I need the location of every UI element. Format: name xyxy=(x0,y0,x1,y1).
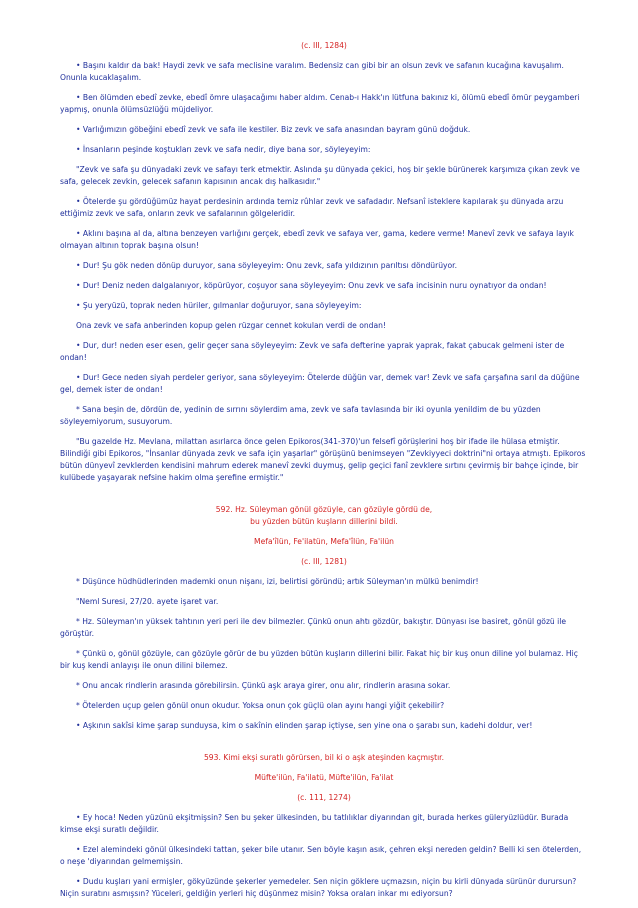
section2-title xyxy=(60,504,588,528)
paragraph: • Aklını başına al da, altına benzeyen varlığını gerçek, ebedî zevk ve safaya ver, gama, kedere verme! Manevî zevk ve safaya layık olmayan altının toprak başına olsun! xyxy=(60,229,574,250)
paragraph: * Sana beşin de, dördün de, yedinin de sırrını söylerdim ama, zevk ve safa tavlasında bir iki oyunla yenildim de bu yüzden söyleyemiyorum, susuyorum. xyxy=(60,405,541,426)
section2-meter: Mefa'îlün, Fe'ilatün, Mefa'îlün, Fa'ilün xyxy=(254,537,394,546)
section3-reference: (c. 111, 1274) xyxy=(297,793,351,802)
paragraph: • Ey hoca! Neden yüzünü ekşitmişsin? Sen bu şeker ülkesinden, bu tatlılıklar diyarından git, burada herkes güleryüzlüdür. Burada kimse ekşi suratlı değildir. xyxy=(60,813,569,834)
paragraph: • Dur, dur! neden eser esen, gelir geçer sana söyleyeyim: Zevk ve safa defterine yaprak yaprak, fakat çabucak gelmeni ister de ondan! xyxy=(60,341,565,362)
paragraph: • Dur! Gece neden siyah perdeler geriyor, sana söyleyeyim: Ötelerde düğün var, demek var! Zevk ve safa çarşafına sarıl da düğüne gel, demek ister de ondan! xyxy=(60,373,580,394)
paragraph: • Ötelerde şu gördüğümüz hayat perdesinin ardında temiz rûhlar zevk ve safadadır. Nefsanî isteklere kapılarak şu dünyada arzu ettiğimiz zevk ve safa, onların zevk ve safalarının gölgeleridir. xyxy=(60,197,564,218)
section1-body xyxy=(60,60,588,484)
paragraph: • Şu yeryüzü, toprak neden hüriler, gılmanlar doğuruyor, sana söyleyeyim: xyxy=(76,301,362,310)
section2-title-line1: 592. Hz. Süleyman gönül gözüyle, can gözüyle gördü de, xyxy=(215,505,433,514)
paragraph: Ona zevk ve safa anberinden kopup gelen rüzgar cennet kokulan verdi de ondan! xyxy=(76,321,387,330)
paragraph: "Zevk ve safa şu dünyadaki zevk ve safayı terk etmektir. Aslında şu dünyada çekici, hoş bir şekle bürünerek karşımıza çıkan zevk ve safa, gelecek zevkin, gelecek safanın kapısının ancak dış halkasıdır." xyxy=(60,165,580,186)
paragraph: * Onu ancak rindlerin arasında görebilirsin. Çünkü aşk araya girer, onu alır, rindlerin arasına sokar. xyxy=(76,681,451,690)
paragraph: • Dur! Deniz neden dalgalanıyor, köpürüyor, coşuyor sana söyleyeyim: Onu zevk ve safa incisinin nuru oynatıyor da ondan! xyxy=(76,281,547,290)
paragraph: * Ötelerden uçup gelen gönül onun okudur. Yoksa onun çok güçlü olan ayını hangi yiğit çekebilir? xyxy=(76,701,445,710)
paragraph: "Bu gazelde Hz. Mevlana, milattan asırlarca önce gelen Epikoros(341-370)'un felsefî görüşlerini hoş bir ifade ile hülasa etmiştir. Bilindiği gibi Epikoros, "İnsanlar dünyada zevk ve safa için yaşarlar" görüşünü benimseyen "Zevkiyyeci doktrini"ni ortaya atmıştı. Epikoros bütün dünyevî zevklerden kendisini mahrum ederek manevî zevki duymuş, gelip geçici fanî zevklere sırtını çevirmiş bir bahçe içinde, bir kulübede yaşayarak nefsine hakim olma şerefine ermiştir." xyxy=(60,437,586,482)
paragraph: • Ezel alemindeki gönül ülkesindeki tattan, şeker bile utanır. Sen böyle kaşın asık, çehren ekşi nereden geldin? Belli ki sen ötelerden, o neşe 'diyarından gelmemişsin. xyxy=(60,845,582,866)
paragraph: • Aşkının sakîsi kime şarap sunduysa, kim o sakînin elinden şarap içtiyse, sen yine ona o şarabı sun, kadehi doldur, ver! xyxy=(76,721,533,730)
section3-title: 593. Kimi ekşi suratlı görürsen, bil ki o aşk ateşinden kaçmıştır. xyxy=(203,753,445,762)
section2-body xyxy=(60,576,588,732)
paragraph: "Neml Suresi, 27/20. ayete işaret var. xyxy=(76,597,219,606)
paragraph: * Düşünce hüdhüdlerinden mademki onun nişanı, izi, belirtisi göründü; artık Süleyman'ın mülkü benimdir! xyxy=(76,577,479,586)
section2-reference: (c. III, 1281) xyxy=(301,557,347,566)
paragraph: * Hz. Süleyman'ın yüksek tahtının yeri peri ile dev bilmezler. Çünkü onun ahtı gözdür, bakıştır. Dünyası ise basiret, gönül gözü ile görüştür. xyxy=(60,617,567,638)
section1-reference: (c. III, 1284) xyxy=(301,41,347,50)
section3-meter: Müfte'ilün, Fa'ilatü, Müfte'ilün, Fa'ilat xyxy=(254,773,394,782)
paragraph: • Varlığımızın göbeğini ebedî zevk ve safa ile kestiler. Biz zevk ve safa anasından bayram günü doğduk. xyxy=(76,125,471,134)
paragraph: • İnsanların peşinde koştukları zevk ve safa nedir, diye bana sor, söyleyeyim: xyxy=(76,145,371,154)
paragraph: • Dudu kuşları yani ermişler, gökyüzünde şekerler yemedeler. Sen niçin göklere uçmazsın, niçin bu kirli dünyada sürünür durursun? Niçin suratını asmışsın? Yüceleri, geldiğin yerleri hiç düşünmez misin? Yoksa oraları inkar mı ediyorsun? xyxy=(60,877,577,898)
paragraph: • Başını kaldır da bak! Haydi zevk ve safa meclisine varalım. Bedensiz can gibi bir an olsun zevk ve safanın kucağına kavuşalım. Onunla kucaklaşalım. xyxy=(60,61,564,82)
paragraph: • Ben ölümden ebedî zevke, ebedî ömre ulaşacağımı haber aldım. Cenab-ı Hakk'ın lütfuna bakınız ki, ölümü ebedî ömür peygamberi yapmış, onunla ölümsüzlüğü müjdeliyor. xyxy=(60,93,580,114)
paragraph: * Çünkü o, gönül gözüyle, can gözüyle görür de bu yüzden bütün kuşların dillerini bilir. Fakat hiç bir kuş onun diline yol bulamaz. Hiç bir kuş kendi anlayışı ile onun dilini bilemez. xyxy=(60,649,578,670)
document-page xyxy=(60,40,588,908)
section2-title-line2: bu yüzden bütün kuşların dillerini bildi. xyxy=(250,517,398,526)
section3-body xyxy=(60,812,588,900)
paragraph: • Dur! Şu gök neden dönüp duruyor, sana söyleyeyim: Onu zevk, safa yıldızının parıltısı döndürüyor. xyxy=(76,261,457,270)
